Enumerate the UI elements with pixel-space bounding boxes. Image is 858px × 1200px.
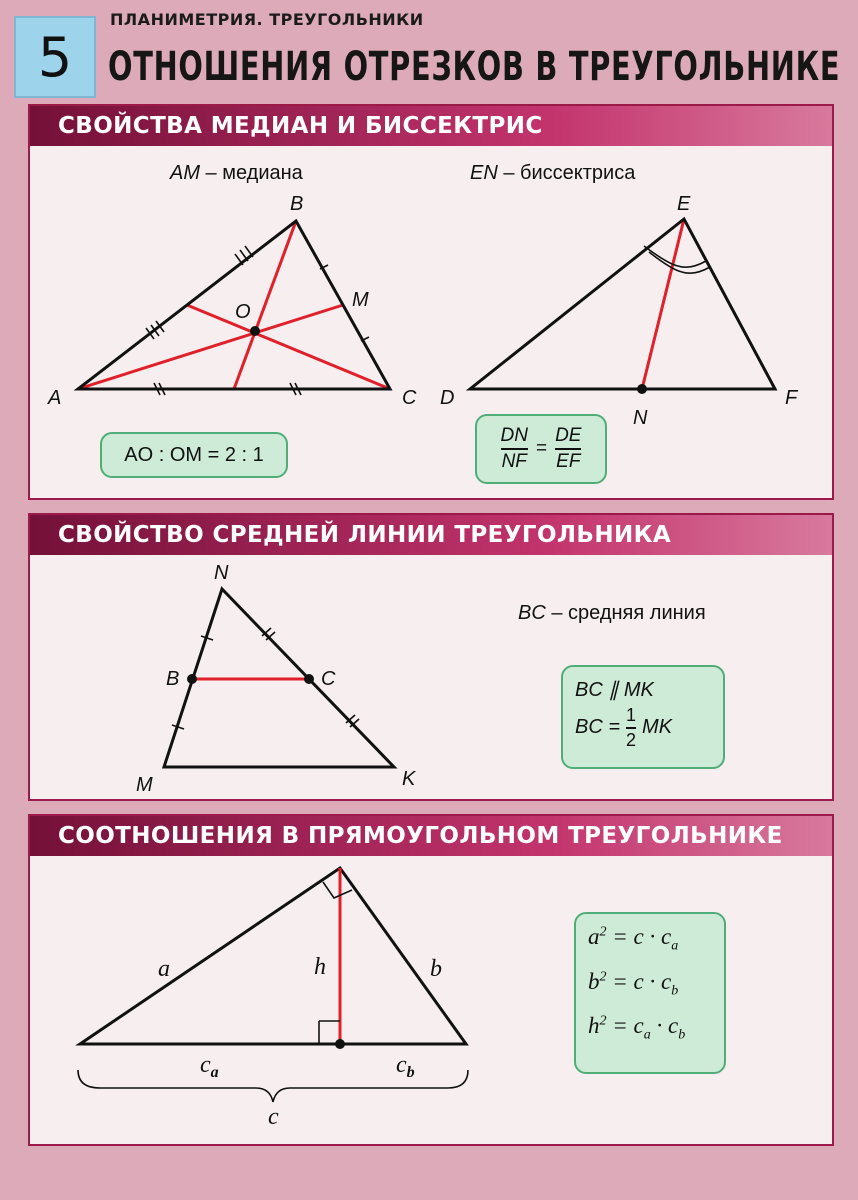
bisector-caption: EN – биссектриса — [470, 162, 636, 184]
page-title: ОТНОШЕНИЯ ОТРЕЗКОВ В ТРЕУГОЛЬНИКЕ — [108, 44, 841, 90]
section-title: СООТНОШЕНИЯ В ПРЯМОУГОЛЬНОМ ТРЕУГОЛЬНИКЕ — [30, 816, 832, 856]
angle-arc-left-2 — [649, 252, 682, 272]
bisector-en — [642, 219, 684, 389]
label-f: F — [785, 387, 798, 409]
label-a: A — [48, 387, 62, 409]
equals-sign: = — [535, 438, 548, 459]
triangle-abc — [78, 221, 390, 389]
centroid-point — [250, 326, 260, 336]
formula-h-squared: $h^2 = c_a \cdot c_b$ — [588, 1013, 686, 1043]
label-n: N — [633, 407, 648, 429]
section-medians-bisectors — [28, 104, 834, 500]
median-formula-box — [100, 432, 288, 478]
label-c: c — [268, 1104, 279, 1130]
right-triangle-formula-box — [574, 912, 726, 1074]
label-o: O — [235, 301, 251, 323]
label-cb: $c_b$ — [396, 1052, 415, 1081]
label-h: h — [314, 954, 326, 980]
section-title: СВОЙСТВО СРЕДНЕЙ ЛИНИИ ТРЕУГОЛЬНИКА — [30, 515, 832, 555]
triangle-right — [80, 868, 466, 1044]
label-m: M — [352, 289, 369, 311]
label-n: N — [214, 562, 229, 584]
midline-formula-box — [561, 665, 725, 769]
topic-heading: ПЛАНИМЕТРИЯ. ТРЕУГОЛЬНИКИ — [110, 10, 424, 29]
label-d: D — [440, 387, 455, 409]
midline-triangle — [136, 562, 417, 796]
formula-b-squared: $b^2 = c \cdot c_b$ — [588, 968, 679, 999]
midline-caption: BC – средняя линия — [518, 602, 706, 624]
section-right-triangle — [28, 814, 834, 1146]
label-b: b — [430, 956, 442, 982]
point-c — [304, 674, 314, 684]
median-triangle — [47, 193, 417, 409]
triangle-def — [470, 219, 775, 389]
tick-marks — [146, 246, 369, 395]
fraction-dn-nf — [501, 426, 528, 472]
numerator-dn: DN — [500, 425, 528, 447]
median-c — [187, 305, 390, 389]
point-n — [637, 384, 647, 394]
foot-point — [335, 1039, 345, 1049]
median-am — [78, 305, 343, 389]
label-m: M — [136, 774, 153, 796]
fraction-de-ef — [555, 426, 581, 472]
median-caption: AM – медиана — [170, 162, 303, 184]
label-k: K — [402, 768, 416, 790]
numerator-one: 1 — [626, 705, 637, 725]
right-angle-top — [323, 882, 352, 898]
right-triangle — [78, 868, 468, 1130]
label-a: a — [158, 956, 170, 982]
bisector-formula-box — [475, 414, 607, 484]
half-formula — [575, 706, 723, 750]
label-c: C — [402, 387, 417, 409]
label-ca: $c_a$ — [200, 1052, 219, 1081]
fraction-one-half — [626, 706, 636, 750]
label-b: B — [166, 668, 180, 690]
label-c: C — [321, 668, 336, 690]
label-b: B — [290, 193, 304, 215]
half-formula-right: MK — [642, 716, 673, 739]
label-e: E — [677, 193, 691, 215]
numerator-de: DE — [555, 425, 582, 447]
denominator-nf: NF — [501, 451, 527, 472]
parallel-formula: BC ∥ MK — [575, 679, 654, 701]
angle-arc-right — [678, 261, 706, 267]
lesson-number: 5 — [14, 16, 96, 98]
denominator-ef: EF — [556, 451, 581, 472]
denominator-two: 2 — [626, 729, 637, 750]
half-formula-left: BC = — [575, 716, 621, 739]
section-title: СВОЙСТВА МЕДИАН И БИССЕКТРИС — [30, 106, 832, 146]
median-formula: AO : OM = 2 : 1 — [124, 444, 264, 466]
point-b — [187, 674, 197, 684]
section-midline — [28, 513, 834, 801]
bisector-triangle — [440, 193, 799, 429]
formula-a-squared: $a^2 = c \cdot c_a$ — [588, 924, 679, 954]
